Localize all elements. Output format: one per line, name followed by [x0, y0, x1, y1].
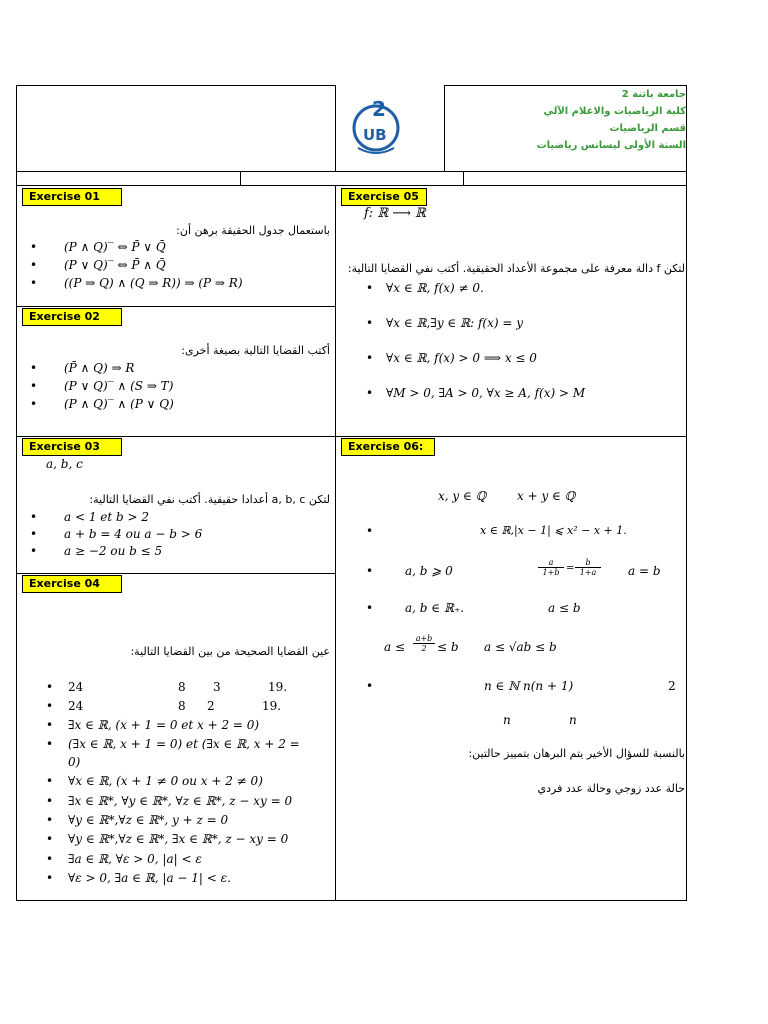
header-top-left: [16, 85, 336, 86]
exercise-01-intro: باستعمال جدول الحقيقة برهن أن:: [176, 224, 330, 237]
bullet: •: [46, 852, 54, 866]
header-level: السنة الأولى ليسانس رياضيات: [536, 140, 686, 151]
exercise-04-label: Exercise 04: [22, 575, 122, 593]
ex06-line1-b: x + y ∈ ℚ: [517, 489, 576, 503]
ex04-item-1: ∃x ∈ ℝ, (x + 1 = 0 et x + 2 = 0): [68, 718, 260, 732]
exercise-03-label: Exercise 03: [22, 438, 122, 456]
bullet: •: [366, 316, 374, 330]
ex05-item-4: ∀M > 0, ∃A > 0, ∀x ≥ A, f(x) > M: [386, 386, 586, 400]
bullet: •: [30, 527, 38, 541]
header-small-div-2: [463, 171, 464, 185]
bullet: •: [30, 258, 38, 272]
bullet: •: [46, 737, 54, 751]
exercise-02-intro: أكتب القضايا التالية بصيغة أخرى:: [181, 344, 330, 357]
ex06-line6-b: 2: [668, 679, 676, 693]
bullet: •: [366, 386, 374, 400]
header-right-border: [686, 85, 687, 185]
bullet: •: [366, 351, 374, 365]
bullet: •: [366, 564, 374, 578]
bullet: •: [30, 361, 38, 375]
bullet: •: [46, 774, 54, 788]
header-top-right: [444, 85, 687, 86]
body-top-line: [16, 185, 687, 186]
ex04-item-8: ∀ε > 0, ∃a ∈ ℝ, |a − 1| < ε.: [68, 871, 231, 885]
exercise-05-label: Exercise 05: [341, 188, 427, 206]
university-logo: [350, 94, 402, 158]
ex06-fraction-2: b 1+a: [575, 558, 601, 577]
bullet: •: [46, 871, 54, 885]
exercise-05-intro: لتكن f دالة معرفة على مجموعة الأعداد الحقيقية. أكتب نفي القضايا التالية:: [347, 262, 685, 275]
ex05-item-3: ∀x ∈ ℝ, f(x) > 0 ⟹ x ≤ 0: [386, 351, 537, 365]
ex04-item-3: ∀x ∈ ℝ, (x + 1 ≠ 0 ou x + 2 ≠ 0): [68, 774, 263, 788]
ex04-item-7: ∃a ∈ ℝ, ∀ε > 0, |a| < ε: [68, 852, 202, 866]
ex03-item-3: a ≥ −2 ou b ≤ 5: [64, 544, 163, 558]
body-right-border: [686, 185, 687, 901]
ex06-line5-b: a ≤ √ab ≤ b: [484, 640, 557, 654]
ex06-line3-c: a = b: [628, 564, 661, 578]
divider-row-1: [16, 436, 687, 437]
ex01-item-1: (P ∧ Q)‾ ⇔ P̄ ∨ Q̄: [64, 240, 166, 254]
ex04-item-2-cont: 0): [68, 755, 81, 769]
bullet: •: [366, 601, 374, 615]
header-university: جامعة باتنة 2: [621, 89, 686, 100]
ex06-line7-b: n: [569, 713, 577, 727]
ex06-line4-b: a ≤ b: [548, 601, 581, 615]
ex04-item-2: (∃x ∈ ℝ, x + 1 = 0) et (∃x ∈ ℝ, x + 2 =: [68, 737, 300, 751]
ex04-row2-d: 19.: [262, 699, 282, 713]
exercise-01-label: Exercise 01: [22, 188, 122, 206]
ex01-item-3: ((P ⇒ Q) ∧ (Q ⇒ R)) ⇒ (P ⇒ R): [64, 276, 243, 290]
ex02-item-2: (P ∨ Q)‾ ∧ (S ⇒ T): [64, 379, 174, 393]
ex04-item-6: ∀y ∈ ℝ*,∀z ∈ ℝ*, ∃x ∈ ℝ*, z − xy = 0: [68, 832, 289, 846]
bullet: •: [366, 524, 374, 538]
ex02-item-1: (P̄ ∧ Q) ⇒ R: [64, 361, 135, 375]
ex05-function: f: ℝ ⟶ ℝ: [364, 206, 426, 221]
ex06-line1-a: x, y ∈ ℚ: [438, 489, 487, 503]
exercise-03-intro: لتكن a, b, c أعدادا حقيقية. أكتب نفي القضايا التالية:: [89, 493, 330, 506]
ex02-item-3: (P ∧ Q)‾ ∧ (P ∨ Q): [64, 397, 174, 411]
bullet: •: [366, 281, 374, 295]
bullet: •: [46, 813, 54, 827]
ex04-row1-a: 24: [68, 680, 84, 694]
exercise-04-intro: عين القضايا الصحيحة من بين القضايا التالية:: [130, 645, 330, 658]
bullet: •: [46, 680, 54, 694]
ex04-row1-d: 19.: [268, 680, 288, 694]
bullet: •: [46, 699, 54, 713]
header-faculty: كلية الرياضيات والاعلام الآلي: [543, 106, 686, 117]
header-mid-line: [16, 171, 687, 172]
ex06-line3-a: a, b ⩾ 0: [405, 564, 453, 578]
bullet: •: [30, 544, 38, 558]
svg-text:2: 2: [372, 97, 386, 121]
bullet: •: [30, 510, 38, 524]
ex04-row2-a: 24: [68, 699, 84, 713]
ex06-line5-pre: a ≤: [384, 640, 406, 654]
ex05-item-1: ∀x ∈ ℝ, f(x) ≠ 0.: [386, 281, 484, 295]
divider-ex01-ex02: [16, 306, 336, 307]
header-divider-1: [335, 85, 336, 171]
bullet: •: [46, 832, 54, 846]
bullet: •: [30, 379, 38, 393]
bullet: •: [30, 397, 38, 411]
ex06-fraction-3: a+b 2: [413, 634, 435, 653]
ex04-row1-c: 3: [213, 680, 221, 694]
ex06-line7-a: n: [503, 713, 511, 727]
ex04-row2-c: 2: [207, 699, 215, 713]
ex06-line4-a: a, b ∈ ℝ₊.: [405, 601, 465, 615]
ex06-note-1: بالنسبة للسؤال الأخير يتم البرهان بتمييز حالتين:: [468, 747, 685, 760]
ex06-fraction-1: a 1+b: [538, 558, 564, 577]
exercise-02-label: Exercise 02: [22, 308, 122, 326]
ex06-line5-post: ≤ b: [437, 640, 459, 654]
ex06-eq: =: [566, 563, 575, 574]
divider-ex03-ex04: [16, 573, 336, 574]
header-left-border: [16, 85, 17, 185]
ex06-line6-a: n ∈ ℕ n(n + 1): [484, 679, 574, 693]
body-bottom-line: [16, 900, 687, 901]
ex06-note-2: حالة عدد زوجي وحالة عدد فردي: [537, 782, 685, 795]
body-center-divider: [335, 185, 336, 901]
ex01-item-2: (P ∨ Q)‾ ⇔ P̄ ∧ Q̄: [64, 258, 166, 272]
svg-text:UB: UB: [363, 126, 387, 144]
bullet: •: [46, 718, 54, 732]
bullet: •: [46, 794, 54, 808]
header-divider-2: [444, 85, 445, 171]
body-left-border: [16, 185, 17, 901]
ex04-row2-b: 8: [178, 699, 186, 713]
bullet: •: [30, 276, 38, 290]
ex06-line2: x ∈ ℝ,|x − 1| ⩽ x² − x + 1.: [480, 524, 627, 537]
header-department: قسم الرياضيات: [609, 123, 686, 134]
ex04-item-4: ∃x ∈ ℝ*, ∀y ∈ ℝ*, ∀z ∈ ℝ*, z − xy = 0: [68, 794, 293, 808]
ex04-item-5: ∀y ∈ ℝ*,∀z ∈ ℝ*, y + z = 0: [68, 813, 229, 827]
exercise-06-label: Exercise 06:: [341, 438, 435, 456]
ex03-vars: a, b, c: [46, 457, 83, 471]
bullet: •: [30, 240, 38, 254]
ex03-item-2: a + b = 4 ou a − b > 6: [64, 527, 203, 541]
ex04-row1-b: 8: [178, 680, 186, 694]
bullet: •: [366, 679, 374, 693]
ex05-item-2: ∀x ∈ ℝ,∃y ∈ ℝ: f(x) = y: [386, 316, 523, 330]
ex03-item-1: a < 1 et b > 2: [64, 510, 150, 524]
header-small-div-1: [240, 171, 241, 185]
